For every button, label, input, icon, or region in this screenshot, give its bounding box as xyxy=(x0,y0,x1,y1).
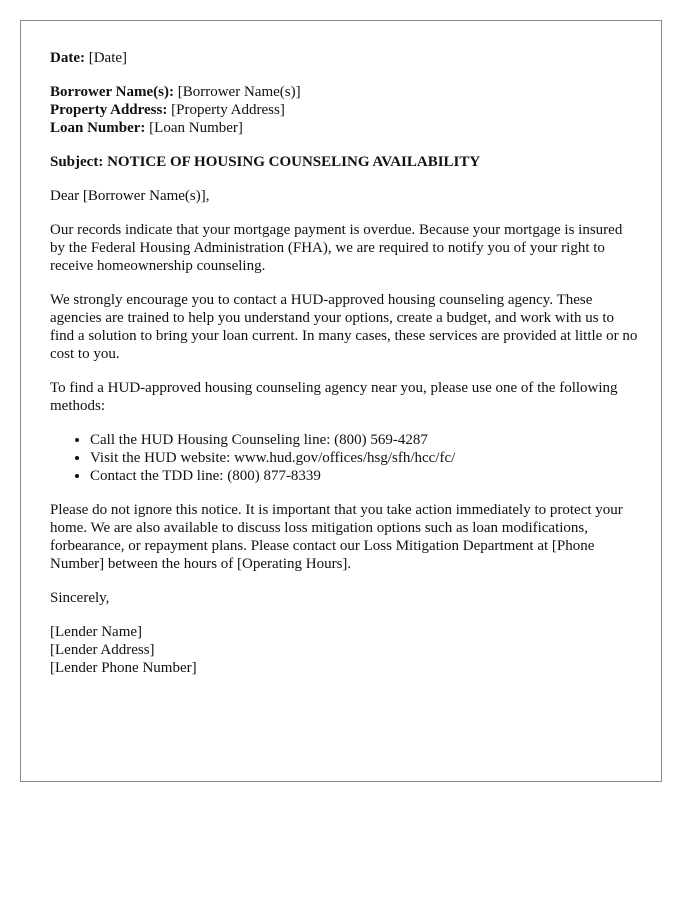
property-address-label: Property Address: xyxy=(50,102,168,118)
loan-number-value: [Loan Number] xyxy=(145,120,243,136)
paragraph-find-agency: To find a HUD-approved housing counseling agency near you, please use one of the following methods: xyxy=(50,380,618,414)
paragraph-closing: Please do not ignore this notice. It is important that you take action immediately to protect your home. We are also available to discuss loss mitigation options such as loan modifications, forbearance, or repayment plans. Please contact our Loss Mitigation Department at [Phone Number] between the hours of [Operating Hours]. xyxy=(50,502,623,572)
borrower-name-line xyxy=(50,83,640,101)
loan-number-line xyxy=(50,119,640,137)
lender-phone: [Lender Phone Number] xyxy=(50,660,197,676)
lender-signature-block xyxy=(50,623,640,677)
salutation: Dear [Borrower Name(s)], xyxy=(50,188,210,204)
borrower-info-block xyxy=(50,83,640,137)
date-value: [Date] xyxy=(84,50,128,66)
date-label: Date: xyxy=(50,50,85,66)
date-line xyxy=(50,49,640,67)
list-item: • Visit the HUD website: www.hud.gov/offices/hsg/sfh/hcc/fc/ xyxy=(90,449,640,467)
list-item: • Call the HUD Housing Counseling line: (800) 569-4287 xyxy=(90,431,640,449)
borrower-name-value: [Borrower Name(s)] xyxy=(173,84,301,100)
list-item: • Contact the TDD line: (800) 877-8339 xyxy=(90,467,640,485)
subject-label: Subject: xyxy=(50,154,104,170)
subject-value: NOTICE OF HOUSING COUNSELING AVAILABILITY xyxy=(103,154,481,170)
property-address-line xyxy=(50,101,640,119)
signoff: Sincerely, xyxy=(50,590,110,606)
borrower-name-label: Borrower Name(s): xyxy=(50,84,174,100)
property-address-value: [Property Address] xyxy=(167,102,285,118)
lender-address: [Lender Address] xyxy=(50,642,155,658)
contact-methods-list xyxy=(50,431,640,485)
loan-number-label: Loan Number: xyxy=(50,120,146,136)
paragraph-counseling-encouragement: We strongly encourage you to contact a HUD-approved housing counseling agency. These agencies are trained to help you understand your options, create a budget, and work with us to find a solution to bring your loan current. In many cases, these services are provided at little or no cost to you. xyxy=(50,292,638,362)
paragraph-overdue-notice: Our records indicate that your mortgage payment is overdue. Because your mortgage is insured by the Federal Housing Administration (FHA), we are required to notify you of your right to receive homeownership counseling. xyxy=(50,222,623,274)
subject-line xyxy=(50,153,640,171)
letter-body xyxy=(50,49,640,677)
lender-name: [Lender Name] xyxy=(50,624,143,640)
letter-page xyxy=(20,20,662,782)
